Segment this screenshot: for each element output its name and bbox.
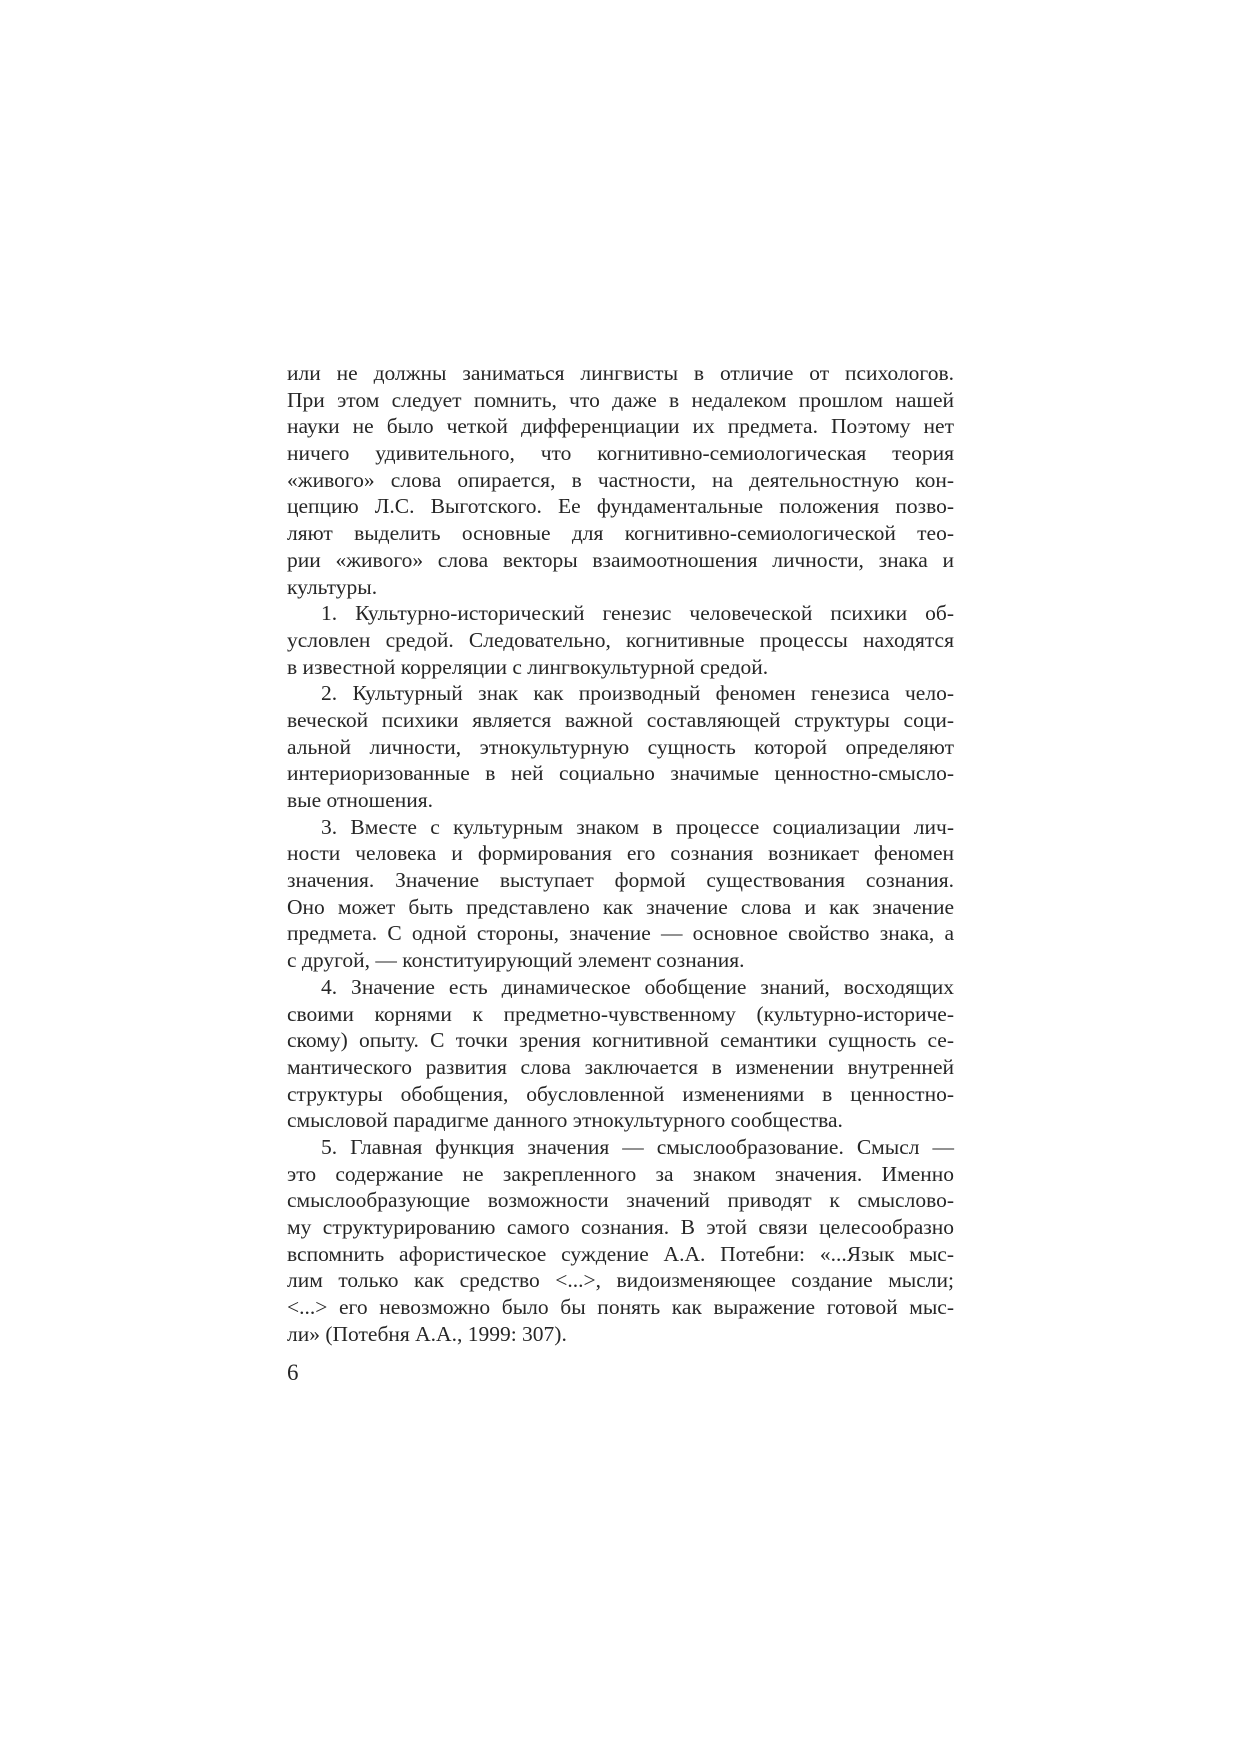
text-line: условлен средой. Следовательно, когнитивные процессы находятся xyxy=(287,627,954,652)
text-line: ничего удивительного, что когнитивно-семиологическая теория xyxy=(287,441,954,466)
paragraph-1 xyxy=(287,360,954,600)
text-line: смысловой парадигме данного этнокультурного сообщества. xyxy=(287,1108,843,1133)
paragraph-6 xyxy=(287,1134,954,1348)
text-line: му структурированию самого сознания. В этой связи целесообразно xyxy=(287,1215,954,1239)
text-line: альной личности, этнокультурную сущность которой определяют xyxy=(287,734,954,759)
text-line: 1. Культурно-исторический генезис человеческой психики об- xyxy=(321,601,954,626)
text-line: мантического развития слова заключается в изменении внутренней xyxy=(287,1054,954,1079)
text-line: Оно может быть представлено как значение слова и как значение xyxy=(287,894,954,919)
text-line: лим только как средство <...>, видоизменяющее создание мысли; xyxy=(287,1268,954,1293)
text-line: цепцию Л.С. Выготского. Ее фундаментальные положения позво- xyxy=(287,494,954,519)
text-line: или не должны заниматься лингвисты в отличие от психологов. xyxy=(287,361,954,385)
text-line: смыслообразующие возможности значений приводят к смыслово- xyxy=(287,1188,954,1213)
text-line: в известной корреляции с лингвокультурной средой. xyxy=(287,654,769,679)
page-number: 6 xyxy=(287,1360,299,1385)
body-text xyxy=(287,360,954,1347)
text-line: вые отношения. xyxy=(287,788,434,812)
text-line: ляют выделить основные для когнитивно-семиологической тео- xyxy=(287,521,954,546)
text-line: ности человека и формирования его сознания возникает феномен xyxy=(287,841,954,866)
text-line: структуры обобщения, обусловленной изменениями в ценностно- xyxy=(287,1081,954,1106)
text-line: 2. Культурный знак как производный феномен генезиса чело- xyxy=(321,681,954,706)
text-line: веческой психики является важной составляющей структуры соци- xyxy=(287,707,954,732)
text-line: это содержание не закрепленного за знаком значения. Именно xyxy=(287,1161,954,1186)
text-line: интериоризованные в ней социально значимые ценностно-смысло- xyxy=(287,761,954,786)
text-line: 5. Главная функция значения — смыслообразование. Смысл — xyxy=(321,1134,954,1159)
paragraph-3 xyxy=(287,680,954,813)
text-line: культуры. xyxy=(287,574,378,599)
text-line: своими корнями к предметно-чувственному (культурно-историче- xyxy=(287,1001,954,1026)
text-line: значения. Значение выступает формой существования сознания. xyxy=(287,868,954,893)
text-line: <...> его невозможно было бы понять как выражение готовой мыс- xyxy=(287,1295,954,1320)
text-line: предмета. С одной стороны, значение — основное свойство знака, а xyxy=(287,921,954,946)
text-line: 4. Значение есть динамическое обобщение знаний, восходящих xyxy=(321,974,954,999)
paragraph-5 xyxy=(287,974,954,1134)
text-line: ли» (Потебня А.А., 1999: 307). xyxy=(287,1321,567,1346)
text-line: науки не было четкой дифференциации их предмета. Поэтому нет xyxy=(287,414,954,439)
paragraph-4 xyxy=(287,814,954,974)
text-line: «живого» слова опирается, в частности, на деятельностную кон- xyxy=(287,467,954,492)
text-line: с другой, — конституирующий элемент сознания. xyxy=(287,948,745,973)
text-line: рии «живого» слова векторы взаимоотношения личности, знака и xyxy=(287,547,954,572)
text-line: При этом следует помнить, что даже в недалеком прошлом нашей xyxy=(287,387,954,412)
paragraph-2 xyxy=(287,600,954,680)
text-line: вспомнить афористическое суждение А.А. Потебни: «...Язык мыс- xyxy=(287,1241,954,1266)
text-line: 3. Вместе с культурным знаком в процессе социализации лич- xyxy=(321,814,954,839)
text-line: скому) опыту. С точки зрения когнитивной семантики сущность се- xyxy=(287,1028,954,1053)
